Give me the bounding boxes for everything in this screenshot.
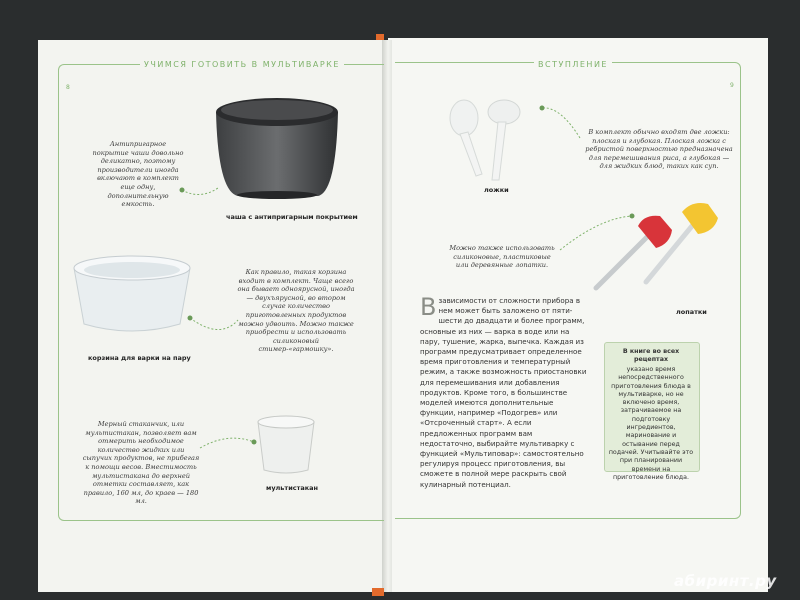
intro-body-text: [420, 293, 588, 490]
bowl-note: Антипригарное покрытие чаши довольно деликатно, поэтому производители иногда включают в комплект еще одну, дополнительную емкость.: [92, 140, 184, 209]
cup-caption: мультистакан: [266, 484, 319, 492]
spoons-note: В комплект обычно входят две ложки: плоская и глубокая. Плоская ложка с ребристой поверхностью предназначена для перемешивания риса, а глубокая — для жидких блюд, таких как суп.: [585, 128, 733, 171]
watermark: абиринт.ру: [674, 572, 777, 590]
steamer-caption: корзина для варки на пару: [88, 354, 191, 362]
left-page-header: УЧИМСЯ ГОТОВИТЬ В МУЛЬТИВАРКЕ: [140, 60, 344, 69]
dropcap: В: [420, 293, 437, 321]
spoons-caption: ложки: [484, 186, 509, 194]
right-page-header: ВСТУПЛЕНИЕ: [534, 60, 612, 69]
left-page-number: 8: [66, 84, 70, 91]
spatula-caption: лопатки: [676, 308, 707, 316]
cup-note: Мерный стаканчик, или мультистакан, позволяет вам отмерить необходимое количество жидких или сыпучих продуктов, не прибегая к помощи весов. Вместимость мультистакана до верхней отметки составляет, как правило, 160 мл, до краев — 180 мл.: [82, 420, 200, 506]
spatula-note: Можно также использовать силиконовые, пластиковые или деревянные лопатки.: [449, 244, 555, 270]
right-page-number: 9: [730, 82, 734, 89]
sidebar-bold-text: В книге во всех рецептах: [622, 348, 680, 364]
sidebar-text: указано время непосредственного приготовления блюда в мультиварке, но не включено время, затрачиваемое на подготовку ингредиентов, маринование и остывание перед подачей. Учитывайте это при планировании времени на приготовление блюда.: [608, 366, 694, 481]
intro-body-paragraph: зависимости от сложности прибора в нем может быть заложено от пяти-шести до двадцати и более программ, основные из них — варка в воде или на пару, тушение, жарка, выпечка. Каждая из программ предусматривает определенное время приготовления и температурный режим, а также возможность приостановки для перемешивания или добавления продуктов. Кроме того, в большинстве моделей имеются дополнительные функции, например «Подогрев» или «Отсроченный старт». А если предложенных программ вам недостаточно, выбирайте мультиварку с функцией «Мультиповар»: самостоятельно регулируя процесс приготовления, вы сможете в полной мере раскрыть свой кулинарный потенциал.: [420, 296, 587, 489]
bowl-caption: чаша с антипригарным покрытием: [226, 213, 358, 221]
steamer-note: Как правило, такая корзина входит в комплект. Чаще всего она бывает одноярусной, иногда — двухъярусной, во втором случае количество приготовленных продуктов можно удвоить. Можно также приобрести и использовать силиконовый стимер-«гармошку».: [237, 268, 355, 354]
